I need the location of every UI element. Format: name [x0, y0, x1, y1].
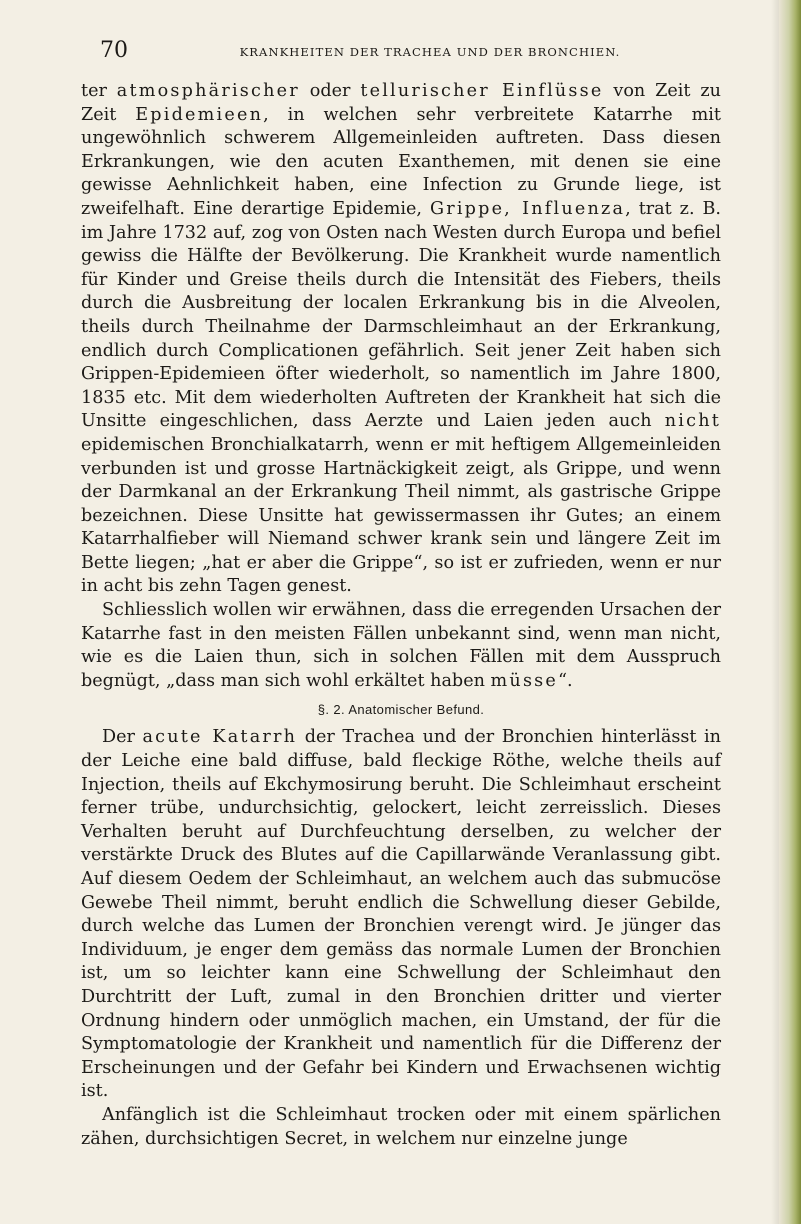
page-edge-shadow — [771, 0, 779, 1224]
text-run: der Trachea und der Bronchien hinterlässt in der Leiche eine bald diffuse, bald fleckige Röthe, welche theils auf Injection, theils auf Ekchymosirung beruht. Die Schleimhaut erscheint ferner trübe, undurchsichtig, gelockert, leicht zerreisslich. Dieses Verhalten beruht auf Durchfeuchtung derselben, zu welcher der verstärkte Druck des Blutes auf die Capillarwände Veranlassung gibt. Auf diesem Oedem der Schleimhaut, an welchem auch das submucöse Gewebe Theil nimmt, beruht endlich die Schwellung dieser Gebilde, durch welche das Lumen der Bronchien verengt wird. Je jünger das Individuum, je enger dem gemäss das normale Lumen der Bronchien ist, um so leichter kann eine Schwellung der Schleimhaut den Durchtritt der Luft, zumal in den Bronchien dritter und vierter Ordnung hindern oder unmöglich machen, ein Umstand, der für die Symptomatologie der Krankheit und namentlich für die Differenz der Erscheinungen und der Gefahr bei Kindern und Erwachsenen wichtig ist. — [81, 727, 721, 1102]
page-edge — [779, 0, 801, 1224]
paragraph-2 — [81, 599, 721, 693]
paragraph-1 — [81, 80, 721, 599]
emphasis: atmosphärischer — [116, 81, 300, 101]
emphasis: tellurischer Einflüsse — [360, 81, 604, 101]
paragraph-3 — [81, 726, 721, 1104]
running-title: KRANKHEITEN DER TRACHEA UND DER BRONCHIEN. — [239, 45, 621, 59]
text-run: , in welchen sehr verbreitete Katarrhe mit ungewöhnlich schwerem Allgemeinleiden auftreten. Dass diesen Erkrankungen, wie den acuten Exanthemen, mit denen sie eine gewisse Aehnlichkeit haben, eine Infection zu Grunde liege, ist zweifelhaft. Eine derartige Epidemie, — [81, 104, 721, 219]
text-run: Schliesslich wollen wir erwähnen, dass die erregenden Ursachen der Katarrhe fast in den meisten Fällen unbekannt sind, wenn man nicht, wie es die Laien thun, sich in solchen Fällen mit dem Ausspruch begnügt, „dass man sich wohl erkältet haben — [81, 600, 721, 691]
emphasis: acute Katarrh — [142, 727, 298, 748]
text-run: epidemischen Bronchialkatarrh, wenn er mit heftigem Allgemeinleiden verbunden ist und grosse Hartnäckigkeit zeigt, als Grippe, und wenn der Darmkanal an der Erkrankung Theil nimmt, als gastrische Grippe bezeichnen. Diese Unsitte hat gewissermassen ihr Gutes; an einem Katarrhalfieber will Niemand schwer krank sein und längere Zeit im Bette liegen; „hat er aber die Grippe“, so ist er zufrieden, wenn er nur in acht bis zehn Tagen genest. — [81, 434, 721, 597]
text-run: oder — [299, 81, 361, 101]
page-body — [81, 80, 721, 1151]
emphasis: Grippe, Influenza — [429, 198, 626, 219]
text-run: Der — [102, 727, 143, 748]
section-heading: §. 2. Anatomischer Befund. — [317, 702, 485, 718]
page-header — [100, 38, 740, 68]
emphasis: nicht — [664, 411, 721, 432]
text-run: ter — [81, 81, 117, 101]
text-run: von Zeit zu Zeit — [81, 81, 721, 125]
paragraph-4: Anfänglich ist die Schleimhaut trocken oder mit einem spärlichen zähen, durchsichtigen Secret, in welchem nur einzelne junge — [81, 1104, 721, 1149]
emphasis: Epidemieen — [135, 104, 264, 125]
page-number: 70 — [100, 38, 128, 63]
emphasis: müsse — [490, 670, 559, 691]
text-run: , trat z. B. im Jahre 1732 auf, zog von Osten nach Westen durch Europa und befiel gewiss die Hälfte der Bevölkerung. Die Krankheit wurde namentlich für Kinder und Greise theils durch die Intensität des Fiebers, theils durch die Ausbreitung der localen Erkrankung bis in die Alveolen, theils durch Theilnahme der Darmschleimhaut an der Erkrankung, endlich durch Complicationen gefährlich. Seit jener Zeit haben sich Grippen-Epidemieen öfter wiederholt, so namentlich im Jahre 1800, 1835 etc. Mit dem wiederholten Auftreten der Krankheit hat sich die Unsitte eingeschlichen, dass Aerzte und Laien jeden auch — [81, 198, 721, 432]
text-run: “. — [558, 670, 573, 691]
